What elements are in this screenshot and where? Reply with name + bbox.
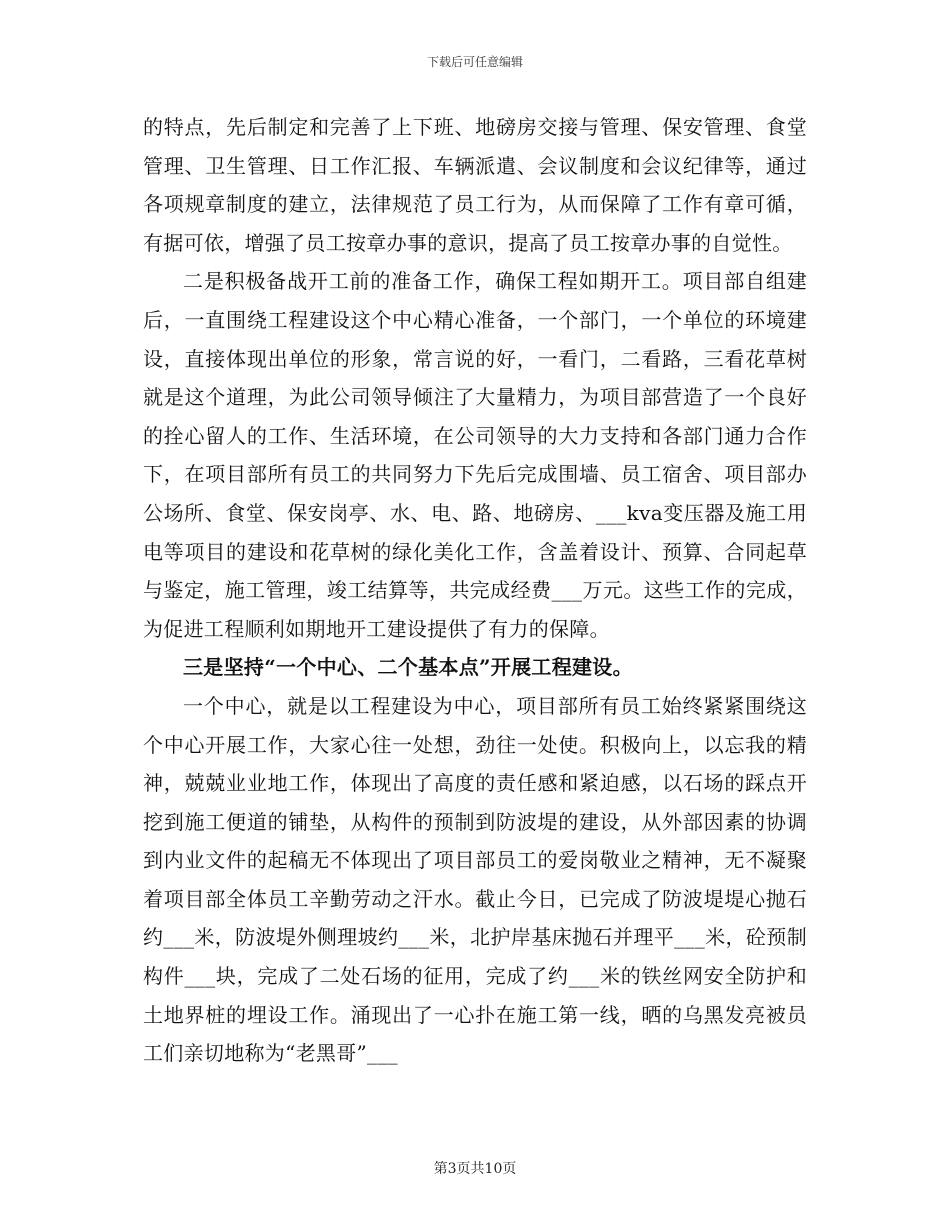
document-body bbox=[143, 108, 807, 1073]
section-heading: 三是坚持“一个中心、二个基本点”开展工程建设。 bbox=[183, 655, 633, 680]
paragraph-preparation: 二是积极备战开工前的准备工作，确保工程如期开工。项目部自组建后，一直围绕工程建设这个中心精心准备，一个部门，一个单位的环境建设，直接体现出单位的形象，常言说的好，一看门，二看路，三看花草树就是这个道理，为此公司领导倾注了大量精力，为项目部营造了一个良好的拴心留人的工作、生活环境，在公司领导的大力支持和各部门通力合作下，在项目部所有员工的共同努力下先后完成围墙、员工宿舍、项目部办公场所、食堂、保安岗亭、水、电、路、地磅房、___kva变压器及施工用电等项目的建设和花草树的绿化美化工作，含盖着设计、预算、合同起草与鉴定，施工管理，竣工结算等，共完成经费___万元。这些工作的完成，为促进工程顺利如期地开工建设提供了有力的保障。 bbox=[143, 269, 807, 641]
page-number: 第3页共10页 bbox=[433, 1161, 517, 1177]
page-header: 下载后可任意编辑 bbox=[426, 55, 523, 69]
paragraph-continuation: 的特点，先后制定和完善了上下班、地磅房交接与管理、保安管理、食堂管理、卫生管理、日工作汇报、车辆派遣、会议制度和会议纪律等，通过各项规章制度的建立，法律规范了员工行为，从而保障了工作有章可循，有据可依，增强了员工按章办事的意识，提高了员工按章办事的自觉性。 bbox=[143, 115, 807, 255]
paragraph-one-center: 一个中心，就是以工程建设为中心，项目部所有员工始终紧紧围绕这个中心开展工作，大家心往一处想，劲往一处使。积极向上，以忘我的精神，兢兢业业地工作，体现出了高度的责任感和紧迫感，以石场的踩点开挖到施工便道的铺垫，从构件的预制到防波堤的建设，从外部因素的协调到内业文件的起稿无不体现出了项目部员工的爱岗敬业之精神，无不凝聚着项目部全体员工辛勤劳动之汗水。截止今日，已完成了防波堤堤心抛石约___米，防波堤外侧理坡约___米，北护岸基床抛石并理平___米，砼预制构件___块，完成了二处石场的征用，完成了约___米的铁丝网安全防护和土地界桩的埋设工作。涌现出了一心扑在施工第一线，晒的乌黑发亮被员工们亲切地称为“老黑哥”___ bbox=[143, 693, 807, 1066]
